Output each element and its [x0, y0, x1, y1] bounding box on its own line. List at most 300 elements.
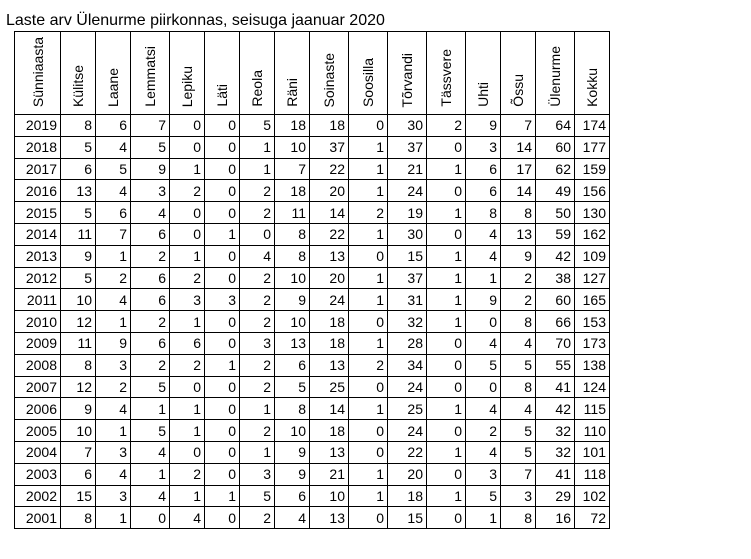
count-cell: 1	[427, 398, 466, 420]
count-cell: 59	[536, 223, 575, 245]
count-cell: 0	[349, 115, 388, 137]
count-cell: 0	[205, 507, 240, 529]
count-cell: 20	[388, 463, 427, 485]
count-cell: 5	[501, 441, 536, 463]
column-header	[427, 32, 466, 115]
count-cell: 24	[310, 289, 349, 311]
count-cell: 0	[466, 311, 501, 333]
count-cell: 18	[388, 485, 427, 507]
count-cell: 41	[536, 463, 575, 485]
count-cell: 4	[131, 485, 170, 507]
count-cell: 15	[61, 485, 96, 507]
count-cell: 22	[310, 223, 349, 245]
column-header-label: Ülenurme	[547, 46, 563, 107]
count-cell: 0	[427, 223, 466, 245]
count-cell: 9	[275, 289, 310, 311]
count-cell: 5	[240, 485, 275, 507]
count-cell: 9	[96, 332, 131, 354]
count-cell: 55	[536, 354, 575, 376]
count-cell: 8	[275, 398, 310, 420]
count-cell: 2	[349, 202, 388, 224]
count-cell: 0	[427, 136, 466, 158]
count-cell: 3	[96, 354, 131, 376]
column-header	[205, 32, 240, 115]
count-cell: 6	[61, 158, 96, 180]
year-cell: 2011	[15, 289, 61, 311]
year-cell: 2006	[15, 398, 61, 420]
table-row	[15, 311, 610, 333]
year-cell: 2014	[15, 223, 61, 245]
count-cell: 2	[170, 180, 205, 202]
count-cell: 1	[349, 158, 388, 180]
count-cell: 1	[131, 463, 170, 485]
column-header-label: Kokku	[584, 68, 600, 107]
table-body	[15, 115, 610, 529]
count-cell: 1	[205, 354, 240, 376]
count-cell: 1	[205, 485, 240, 507]
count-cell: 10	[275, 420, 310, 442]
count-cell: 1	[427, 441, 466, 463]
column-header-label: Külitse	[70, 64, 86, 107]
table-row	[15, 158, 610, 180]
count-cell: 32	[536, 420, 575, 442]
table-row	[15, 245, 610, 267]
count-cell: 13	[310, 354, 349, 376]
column-header-label: Laane	[105, 68, 121, 107]
count-cell: 13	[61, 180, 96, 202]
count-cell: 7	[96, 223, 131, 245]
count-cell: 1	[170, 311, 205, 333]
count-cell: 5	[240, 115, 275, 137]
count-cell: 18	[275, 180, 310, 202]
count-cell: 2	[501, 289, 536, 311]
count-cell: 37	[310, 136, 349, 158]
count-cell: 0	[170, 223, 205, 245]
count-cell: 6	[96, 115, 131, 137]
count-cell: 9	[466, 289, 501, 311]
table-row	[15, 420, 610, 442]
count-cell: 7	[61, 441, 96, 463]
table-row	[15, 398, 610, 420]
count-cell: 14	[310, 398, 349, 420]
year-cell: 2017	[15, 158, 61, 180]
count-cell: 11	[275, 202, 310, 224]
count-cell: 118	[575, 463, 610, 485]
count-cell: 14	[501, 136, 536, 158]
count-cell: 4	[131, 202, 170, 224]
count-cell: 11	[61, 332, 96, 354]
count-cell: 6	[131, 223, 170, 245]
column-header	[15, 32, 61, 115]
count-cell: 0	[205, 463, 240, 485]
count-cell: 0	[205, 115, 240, 137]
count-cell: 13	[310, 441, 349, 463]
count-cell: 3	[240, 463, 275, 485]
year-cell: 2019	[15, 115, 61, 137]
count-cell: 41	[536, 376, 575, 398]
count-cell: 3	[501, 485, 536, 507]
count-cell: 9	[501, 245, 536, 267]
count-cell: 177	[575, 136, 610, 158]
count-cell: 3	[466, 136, 501, 158]
column-header-label: Räni	[284, 78, 300, 107]
column-header	[501, 32, 536, 115]
count-cell: 1	[96, 311, 131, 333]
count-cell: 4	[466, 398, 501, 420]
count-cell: 28	[388, 332, 427, 354]
count-cell: 0	[427, 332, 466, 354]
count-cell: 0	[205, 311, 240, 333]
count-cell: 9	[275, 463, 310, 485]
count-cell: 32	[388, 311, 427, 333]
table-row	[15, 485, 610, 507]
year-cell: 2002	[15, 485, 61, 507]
count-cell: 13	[310, 245, 349, 267]
count-cell: 0	[170, 441, 205, 463]
count-cell: 16	[536, 507, 575, 529]
year-cell: 2009	[15, 332, 61, 354]
count-cell: 6	[466, 180, 501, 202]
count-cell: 1	[170, 398, 205, 420]
year-cell: 2003	[15, 463, 61, 485]
count-cell: 37	[388, 267, 427, 289]
count-cell: 21	[388, 158, 427, 180]
count-cell: 3	[96, 441, 131, 463]
count-cell: 0	[205, 441, 240, 463]
count-cell: 0	[205, 202, 240, 224]
count-cell: 4	[96, 136, 131, 158]
count-cell: 13	[310, 507, 349, 529]
count-cell: 2	[170, 354, 205, 376]
count-cell: 4	[96, 398, 131, 420]
count-cell: 1	[96, 245, 131, 267]
count-cell: 1	[427, 245, 466, 267]
column-header	[388, 32, 427, 115]
count-cell: 4	[240, 245, 275, 267]
count-cell: 2	[240, 267, 275, 289]
count-cell: 6	[61, 463, 96, 485]
count-cell: 1	[170, 158, 205, 180]
table-row	[15, 441, 610, 463]
count-cell: 10	[275, 311, 310, 333]
count-cell: 18	[310, 311, 349, 333]
count-cell: 156	[575, 180, 610, 202]
count-cell: 0	[205, 158, 240, 180]
count-cell: 21	[310, 463, 349, 485]
year-cell: 2008	[15, 354, 61, 376]
count-cell: 0	[205, 420, 240, 442]
count-cell: 102	[575, 485, 610, 507]
count-cell: 1	[349, 180, 388, 202]
count-cell: 1	[427, 485, 466, 507]
table-row	[15, 354, 610, 376]
count-cell: 0	[427, 354, 466, 376]
count-cell: 8	[501, 507, 536, 529]
year-cell: 2012	[15, 267, 61, 289]
count-cell: 174	[575, 115, 610, 137]
count-cell: 2	[427, 115, 466, 137]
count-cell: 2	[96, 267, 131, 289]
count-cell: 0	[205, 245, 240, 267]
count-cell: 165	[575, 289, 610, 311]
count-cell: 2	[240, 507, 275, 529]
count-cell: 14	[310, 202, 349, 224]
count-cell: 7	[501, 115, 536, 137]
count-cell: 3	[240, 332, 275, 354]
count-cell: 8	[61, 354, 96, 376]
column-header-label: Lepiku	[179, 65, 195, 107]
year-cell: 2013	[15, 245, 61, 267]
column-header-label: Soosilla	[360, 57, 376, 107]
count-cell: 1	[205, 223, 240, 245]
count-cell: 18	[310, 115, 349, 137]
count-cell: 4	[466, 223, 501, 245]
count-cell: 5	[61, 267, 96, 289]
count-cell: 38	[536, 267, 575, 289]
count-cell: 42	[536, 245, 575, 267]
count-cell: 60	[536, 136, 575, 158]
count-cell: 1	[427, 267, 466, 289]
count-cell: 8	[61, 507, 96, 529]
count-cell: 1	[349, 332, 388, 354]
count-cell: 10	[275, 136, 310, 158]
table-row	[15, 136, 610, 158]
count-cell: 1	[240, 441, 275, 463]
count-cell: 4	[466, 332, 501, 354]
count-cell: 14	[501, 180, 536, 202]
count-cell: 8	[501, 376, 536, 398]
count-cell: 1	[427, 289, 466, 311]
column-header	[96, 32, 131, 115]
count-cell: 1	[240, 136, 275, 158]
count-cell: 19	[388, 202, 427, 224]
count-cell: 6	[96, 202, 131, 224]
count-cell: 3	[96, 485, 131, 507]
count-cell: 6	[275, 354, 310, 376]
count-cell: 4	[96, 289, 131, 311]
count-cell: 12	[61, 376, 96, 398]
count-cell: 66	[536, 311, 575, 333]
count-cell: 110	[575, 420, 610, 442]
table-row	[15, 463, 610, 485]
count-cell: 30	[388, 115, 427, 137]
count-cell: 9	[61, 245, 96, 267]
table-row	[15, 115, 610, 137]
count-cell: 1	[240, 158, 275, 180]
count-cell: 7	[131, 115, 170, 137]
count-cell: 37	[388, 136, 427, 158]
count-cell: 2	[240, 202, 275, 224]
count-cell: 0	[427, 463, 466, 485]
count-cell: 20	[310, 180, 349, 202]
column-header-label: Uhti	[475, 82, 491, 107]
count-cell: 9	[275, 441, 310, 463]
count-cell: 8	[275, 223, 310, 245]
count-cell: 24	[388, 376, 427, 398]
table-row	[15, 267, 610, 289]
count-cell: 1	[240, 398, 275, 420]
count-cell: 4	[96, 463, 131, 485]
count-cell: 5	[501, 354, 536, 376]
count-cell: 1	[96, 420, 131, 442]
count-cell: 1	[96, 507, 131, 529]
count-cell: 70	[536, 332, 575, 354]
column-header	[536, 32, 575, 115]
column-header	[170, 32, 205, 115]
count-cell: 0	[205, 136, 240, 158]
count-cell: 8	[275, 245, 310, 267]
table-row	[15, 376, 610, 398]
count-cell: 2	[131, 354, 170, 376]
count-cell: 1	[349, 136, 388, 158]
count-cell: 2	[240, 180, 275, 202]
count-cell: 1	[427, 158, 466, 180]
count-cell: 8	[466, 202, 501, 224]
year-cell: 2001	[15, 507, 61, 529]
count-cell: 8	[61, 115, 96, 137]
count-cell: 0	[205, 332, 240, 354]
count-cell: 1	[466, 507, 501, 529]
count-cell: 4	[96, 180, 131, 202]
count-cell: 49	[536, 180, 575, 202]
count-cell: 0	[170, 202, 205, 224]
count-cell: 7	[501, 463, 536, 485]
count-cell: 4	[466, 441, 501, 463]
count-cell: 4	[501, 398, 536, 420]
count-cell: 5	[61, 136, 96, 158]
count-cell: 2	[240, 311, 275, 333]
count-cell: 25	[310, 376, 349, 398]
count-cell: 130	[575, 202, 610, 224]
count-cell: 1	[349, 463, 388, 485]
count-cell: 6	[170, 332, 205, 354]
table-row	[15, 332, 610, 354]
table-row	[15, 202, 610, 224]
count-cell: 18	[275, 115, 310, 137]
count-cell: 0	[205, 180, 240, 202]
count-cell: 4	[131, 441, 170, 463]
count-cell: 1	[349, 485, 388, 507]
count-cell: 5	[466, 485, 501, 507]
count-cell: 0	[349, 420, 388, 442]
count-cell: 10	[61, 420, 96, 442]
count-cell: 173	[575, 332, 610, 354]
count-cell: 1	[349, 223, 388, 245]
year-cell: 2005	[15, 420, 61, 442]
column-header-label: Lemmatsi	[142, 46, 158, 107]
count-cell: 1	[427, 311, 466, 333]
count-cell: 159	[575, 158, 610, 180]
count-cell: 0	[205, 376, 240, 398]
count-cell: 13	[501, 223, 536, 245]
count-cell: 64	[536, 115, 575, 137]
count-cell: 0	[170, 376, 205, 398]
document-title: Laste arv Ülenurme piirkonnas, seisuga jaanuar 2020	[6, 12, 385, 29]
count-cell: 2	[96, 376, 131, 398]
count-cell: 0	[427, 507, 466, 529]
count-cell: 1	[466, 267, 501, 289]
count-cell: 5	[61, 202, 96, 224]
column-header-label: Tõrvandi	[399, 52, 415, 107]
count-cell: 30	[388, 223, 427, 245]
count-cell: 0	[349, 245, 388, 267]
count-cell: 2	[240, 376, 275, 398]
column-header-label: Reola	[249, 70, 265, 107]
count-cell: 13	[275, 332, 310, 354]
count-cell: 9	[466, 115, 501, 137]
count-cell: 2	[170, 267, 205, 289]
count-cell: 2	[501, 267, 536, 289]
count-cell: 10	[61, 289, 96, 311]
count-cell: 2	[240, 420, 275, 442]
count-cell: 0	[427, 420, 466, 442]
count-cell: 0	[240, 223, 275, 245]
count-cell: 0	[349, 507, 388, 529]
count-cell: 3	[466, 463, 501, 485]
column-header	[310, 32, 349, 115]
count-cell: 9	[131, 158, 170, 180]
count-cell: 6	[131, 332, 170, 354]
count-cell: 4	[275, 507, 310, 529]
count-cell: 34	[388, 354, 427, 376]
count-cell: 5	[131, 420, 170, 442]
count-cell: 62	[536, 158, 575, 180]
count-cell: 5	[131, 376, 170, 398]
count-cell: 50	[536, 202, 575, 224]
column-header	[466, 32, 501, 115]
count-cell: 6	[275, 485, 310, 507]
count-cell: 101	[575, 441, 610, 463]
count-cell: 0	[349, 376, 388, 398]
count-cell: 32	[536, 441, 575, 463]
count-cell: 9	[61, 398, 96, 420]
year-cell: 2010	[15, 311, 61, 333]
count-cell: 22	[310, 158, 349, 180]
count-cell: 0	[427, 180, 466, 202]
count-cell: 2	[170, 463, 205, 485]
column-header-label: Soinaste	[321, 52, 337, 107]
count-cell: 15	[388, 245, 427, 267]
table-row	[15, 289, 610, 311]
count-cell: 3	[170, 289, 205, 311]
column-header	[131, 32, 170, 115]
count-cell: 1	[427, 202, 466, 224]
year-cell: 2016	[15, 180, 61, 202]
count-cell: 0	[427, 376, 466, 398]
count-cell: 2	[131, 311, 170, 333]
count-cell: 5	[501, 420, 536, 442]
count-cell: 17	[501, 158, 536, 180]
count-cell: 18	[310, 332, 349, 354]
count-cell: 12	[61, 311, 96, 333]
count-cell: 24	[388, 420, 427, 442]
count-cell: 1	[349, 398, 388, 420]
count-cell: 72	[575, 507, 610, 529]
count-cell: 5	[96, 158, 131, 180]
count-cell: 24	[388, 180, 427, 202]
table-row	[15, 507, 610, 529]
count-cell: 2	[131, 245, 170, 267]
year-cell: 2007	[15, 376, 61, 398]
count-cell: 0	[205, 398, 240, 420]
count-cell: 22	[388, 441, 427, 463]
count-cell: 4	[501, 332, 536, 354]
column-header	[61, 32, 96, 115]
count-cell: 138	[575, 354, 610, 376]
count-cell: 0	[205, 267, 240, 289]
header-row	[15, 32, 610, 115]
column-header-label: Sünniaasta	[29, 36, 46, 107]
